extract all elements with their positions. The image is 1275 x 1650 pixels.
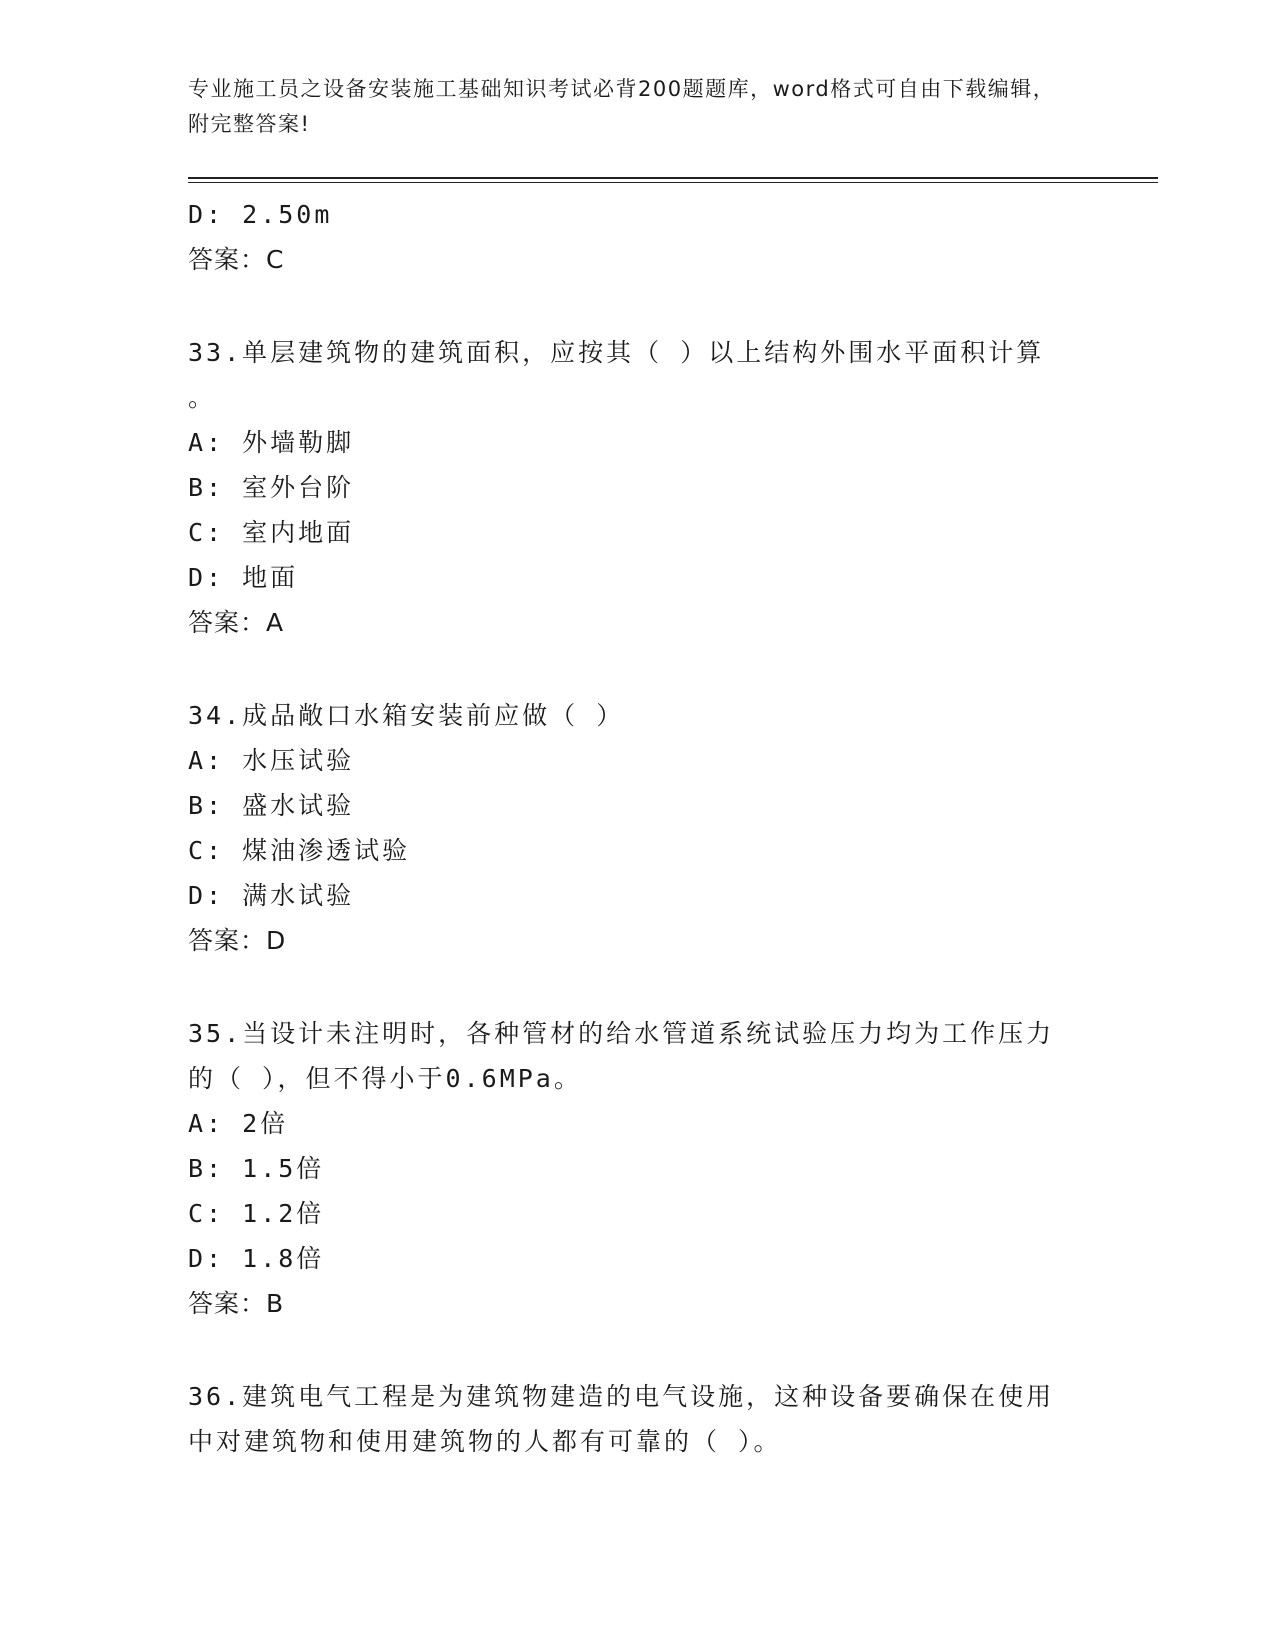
q34-option-b: B: 盛水试验 (188, 791, 355, 820)
spacer (188, 282, 1088, 330)
prev-answer: 答案：C (188, 245, 285, 274)
spacer (188, 645, 1088, 693)
header-divider-thin (188, 182, 1158, 183)
prev-option-d: D: 2.50m (188, 200, 333, 229)
question-content (188, 192, 1088, 1464)
q35-option-c: C: 1.2倍 (188, 1199, 325, 1228)
q33-stem-line2: 。 (188, 383, 217, 412)
spacer (188, 963, 1088, 1011)
q36-stem-line1: 36.建筑电气工程是为建筑物建造的电气设施，这种设备要确保在使用 (188, 1382, 1055, 1411)
q33-option-c: C: 室内地面 (188, 518, 355, 547)
q34-stem-line1: 34.成品敞口水箱安装前应做（ ） (188, 701, 625, 730)
q34-option-a: A: 水压试验 (188, 746, 355, 775)
q33-option-a: A: 外墙勒脚 (188, 428, 355, 457)
header-divider-thick (188, 177, 1158, 179)
q33-stem-line1: 33.单层建筑物的建筑面积，应按其（ ）以上结构外围水平面积计算 (188, 338, 1045, 367)
q33-answer: 答案：A (188, 608, 285, 637)
q35-option-d: D: 1.8倍 (188, 1244, 325, 1273)
q35-stem-line1: 35.当设计未注明时，各种管材的给水管道系统试验压力均为工作压力 (188, 1019, 1055, 1048)
spacer (188, 1326, 1088, 1374)
q35-option-b: B: 1.5倍 (188, 1154, 325, 1183)
q34-answer: 答案：D (188, 926, 287, 955)
q35-stem-line2: 的（ ），但不得小于0.6MPa。 (188, 1064, 582, 1093)
q33-option-d: D: 地面 (188, 563, 299, 592)
q33-option-b: B: 室外台阶 (188, 473, 355, 502)
q34-option-c: C: 煤油渗透试验 (188, 836, 411, 865)
document-header: 专业施工员之设备安装施工基础知识考试必背200题题库，word格式可自由下载编辑，附完整答案! (188, 77, 1056, 136)
q35-answer: 答案：B (188, 1289, 285, 1318)
q35-option-a: A: 2倍 (188, 1109, 289, 1138)
q34-option-d: D: 满水试验 (188, 881, 355, 910)
q36-stem-line2: 中对建筑物和使用建筑物的人都有可靠的（ ）。 (188, 1427, 782, 1456)
